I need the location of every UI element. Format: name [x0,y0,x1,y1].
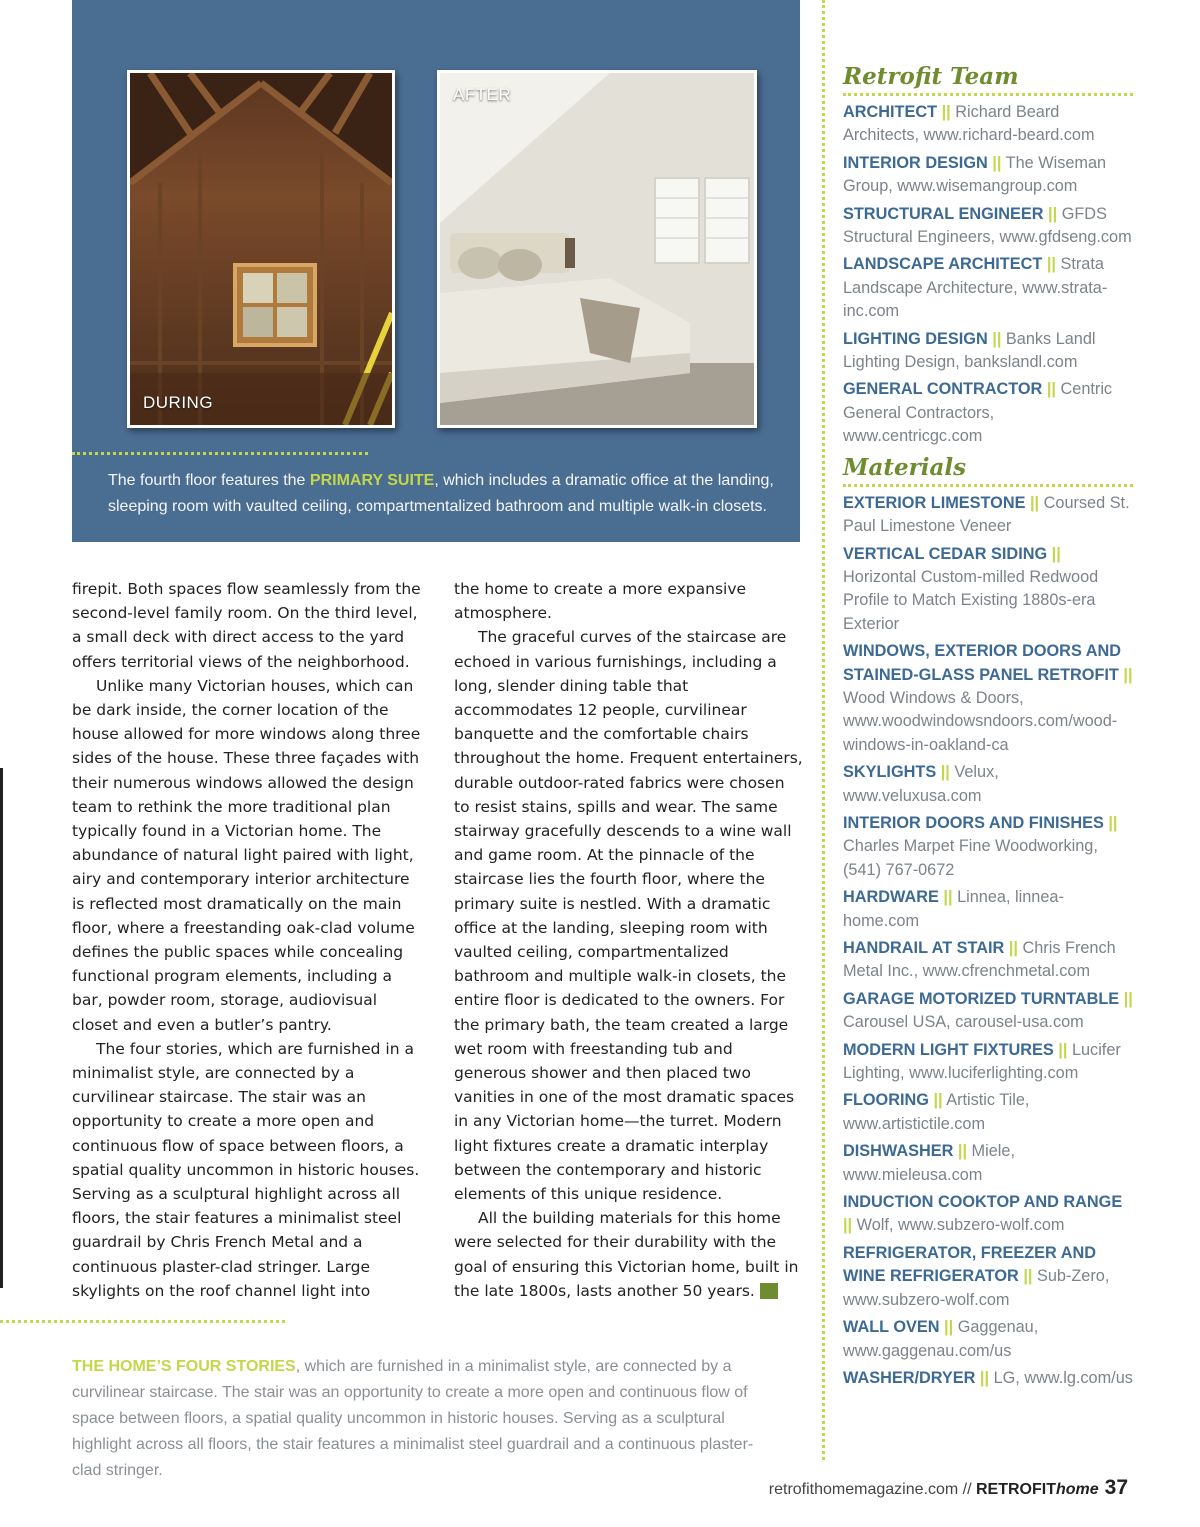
credit-separator: || [957,1142,968,1161]
credit-role: LANDSCAPE ARCHITECT [843,255,1043,274]
credit-entry [843,1191,1133,1238]
credit-role: INTERIOR DOORS AND FINISHES [843,813,1104,832]
credits-sidebar [843,62,1133,1394]
credit-separator: || [933,1091,943,1110]
footer-brand-upper: RETROFIT [975,1481,1056,1498]
credit-entry [843,1039,1133,1086]
credit-detail: Miele, www.mieleusa.com [843,1142,1015,1184]
page-edge-rule [0,768,3,1288]
credit-detail: Lucifer Lighting, www.luciferlighting.com [843,1040,1121,1083]
credit-role: DISHWASHER [843,1142,954,1161]
credit-role: ARCHITECT [843,103,938,121]
credit-entry [843,328,1133,375]
credit-detail: LG, www.lg.com/us [993,1368,1133,1387]
credit-role: VERTICAL CEDAR SIDING [843,544,1048,563]
article-paragraph: The four stories, which are furnished in a minimalist style, are connected by a curvilinear staircase. The stair was an opportunity to create a more open and continuous flow of space between floors, a spatial quality uncommon in historic houses. Serving as a sculptural highlight across all floors, the stair features a minimalist steel guardrail by Chris French Metal and a continuous plaster-clad stringer. Large skylights on the roof channel light into [72,1039,420,1300]
credit-role: MODERN LIGHT FIXTURES [843,1040,1054,1059]
credit-detail: Sub-Zero, www.subzero-wolf.com [843,1267,1110,1309]
footer-brand [976,1481,1099,1498]
footer-site: retrofithomemagazine.com // [768,1481,976,1498]
credit-role: WINDOWS, EXTERIOR DOORS AND STAINED-GLASS PANEL RETROFIT [843,642,1121,684]
credit-entry [843,1367,1133,1390]
credit-separator: || [943,888,953,907]
photo-after [437,70,757,428]
materials-title: Materials [843,453,1133,487]
credit-detail: Strata Landscape Architecture, www.strata-inc.com [843,255,1108,321]
article-column-right [454,577,804,1303]
credit-separator: || [1046,255,1056,274]
article-paragraph: firepit. Both spaces flow seamlessly from the second-level family room. On the third level, a small deck with direct access to the yard offers territorial views of the neighborhood. [72,580,421,671]
team-title: Retrofit Team [843,62,1133,96]
credit-separator: || [1029,493,1040,512]
credit-separator: || [843,1216,853,1235]
photo-label-during: DURING [143,393,214,412]
credit-detail: Coursed St. Paul Limestone Veneer [843,493,1130,536]
feature-caption-highlight: PRIMARY SUITE [309,472,435,489]
footer-brand-lower: home [1055,1481,1099,1498]
credit-entry [843,253,1133,323]
credit-role: GENERAL CONTRACTOR [843,380,1043,399]
feature-panel [72,0,800,542]
photo-label-after: AFTER [453,85,512,104]
credit-detail: Gaggenau, www.gaggenau.com/us [843,1318,1039,1360]
credit-entry [843,543,1133,637]
credit-separator: || [1123,665,1133,684]
credit-role: REFRIGERATOR, FREEZER AND WINE REFRIGERATOR [843,1243,1096,1286]
attic-construction-image [130,73,392,425]
credit-entry [843,886,1133,933]
credit-entry [843,101,1133,148]
credit-entry [843,761,1133,808]
credit-detail: Carousel USA, carousel-usa.com [843,1013,1084,1032]
materials-list [843,492,1133,1391]
credit-separator: || [1048,204,1058,223]
credit-detail: Richard Beard Architects, www.richard-beard.com [843,103,1095,145]
credit-separator: || [1108,813,1118,832]
credit-detail: Linnea, linnea-home.com [843,888,1064,930]
credit-separator: || [1051,544,1061,563]
credit-role: HARDWARE [843,888,939,907]
credit-entry [843,937,1133,984]
credit-entry [843,152,1133,199]
credit-role: SKYLIGHTS [843,763,937,782]
bottom-caption-highlight: THE HOME’S FOUR STORIES [72,1358,296,1375]
credit-role: STRUCTURAL ENGINEER [843,204,1044,223]
credit-entry [843,1242,1133,1312]
bottom-caption-body: , which are furnished in a minimalist style, are connected by a curvilinear staircase. The stair was an opportunity to create a more open and continuous flow of space between floors, a spatial quality uncommon in historic houses. Serving as a sculptural highlight across all floors, the stair features a minimalist steel guardrail and a continuous plaster-clad stringer. [72,1358,754,1479]
dotted-divider [72,452,368,455]
credit-detail: GFDS Structural Engineers, www.gfdseng.com [843,204,1132,247]
credit-role: INDUCTION COOKTOP AND RANGE [843,1193,1123,1212]
credit-separator: || [1058,1040,1068,1059]
credit-entry [843,492,1133,539]
article-paragraph: the home to create a more expansive atmosphere. [454,580,747,623]
sidebar-dotted-rule [822,0,825,1460]
credit-entry [843,378,1133,448]
credit-detail: Charles Marpet Fine Woodworking, (541) 767-0672 [843,837,1098,879]
article-column-left [72,577,422,1303]
credit-entry [843,203,1133,250]
credit-separator: || [992,329,1002,348]
credit-role: WASHER/DRYER [843,1368,976,1387]
credit-role: INTERIOR DESIGN [843,153,988,172]
credit-entry [843,1140,1133,1187]
credit-entry [843,640,1133,757]
credit-separator: || [1008,939,1018,957]
credit-detail: Velux, www.veluxusa.com [843,763,999,805]
credit-detail: Horizontal Custom-milled Redwood Profile to Match Existing 1880s-era Exterior [843,567,1099,633]
credit-separator: || [1123,989,1133,1008]
article-paragraph-last [454,1206,804,1303]
credit-detail: Banks Landl Lighting Design, bankslandl.com [843,329,1096,372]
credit-detail: Wood Windows & Doors, www.woodwindowsndoors.com/wood-windows-in-oakland-ca [843,688,1118,754]
credit-entry [843,1316,1133,1363]
dotted-divider [0,1320,285,1323]
credit-detail: Chris French Metal Inc., www.cfrenchmetal.com [843,939,1116,981]
credit-separator: || [941,103,951,121]
credit-role: WALL OVEN [843,1318,940,1337]
team-list [843,101,1133,449]
credit-entry [843,812,1133,882]
credit-role: EXTERIOR LIMESTONE [843,493,1026,512]
credit-detail: Artistic Tile, www.artistictile.com [843,1091,1030,1133]
credit-role: FLOORING [843,1091,929,1110]
credit-role: HANDRAIL AT STAIR [843,939,1005,957]
credit-detail: Wolf, www.subzero-wolf.com [856,1216,1065,1235]
photo-during [127,70,395,428]
feature-caption-body: , which includes a dramatic office at the landing, sleeping room with vaulted ceiling, compartmentalized bathroom and multiple walk-in closets. [108,472,774,515]
credit-separator: || [940,763,950,782]
credit-separator: || [944,1318,954,1337]
credit-entry [843,1089,1133,1136]
bottom-caption [72,1354,777,1484]
page-footer [769,1476,1128,1500]
credit-entry [843,988,1133,1035]
credit-detail: The Wiseman Group, www.wisemangroup.com [843,153,1107,196]
credit-separator: || [1023,1267,1033,1286]
article-paragraph-text: All the building materials for this home were selected for their durability with the goal of ensuring this Victorian home, built in the late 1800s, lasts another 50 years. [454,1209,799,1300]
article-paragraph: Unlike many Victorian houses, which can be dark inside, the corner location of the house allowed for more windows along three sides of the house. These three façades with their numerous windows allowed the design team to rethink the more traditional plan typically found in a Victorian home. The abundance of natural light paired with light, airy and contemporary interior architecture is reflected most dramatically on the main floor, where a freestanding oak-clad volume defines the public spaces while concealing functional program elements, including a bar, powder room, storage, audiovisual closet and even a butler’s pantry. [72,676,421,1034]
article-paragraph: The graceful curves of the staircase are echoed in various furnishings, including a long, slender dining table that accommodates 12 people, curvilinear banquette and the comfortable chairs throughout the home. Frequent entertainers, durable outdoor-rated fabrics were chosen to resist stains, spills and wear. The same stairway gracefully descends to a wine wall and game room. At the pinnacle of the staircase lies the fourth floor, where the primary suite is nestled. With a dramatic office at the landing, sleeping room with vaulted ceiling, compartmentalized bathroom and multiple walk-in closets, the entire floor is dedicated to the owners. For the primary bath, the team created a large wet room with freestanding tub and generous shower and then placed two vanities in one of the most dramatic spaces in any Victorian home—the turret. Modern light fixtures create a dramatic interplay between the contemporary and historic elements of this unique residence. [454,628,803,1204]
credit-separator: || [979,1368,990,1387]
feature-caption-lead: The fourth floor features the [108,472,310,489]
page-number: 37 [1104,1476,1128,1499]
end-mark-icon: rh [760,1283,778,1299]
credit-detail: Centric General Contractors, www.centricgc.com [843,380,1113,446]
bedroom-image [440,73,754,425]
credit-role: GARAGE MOTORIZED TURNTABLE [843,989,1120,1008]
credit-separator: || [1046,380,1056,399]
credit-separator: || [992,153,1002,172]
credit-role: LIGHTING DESIGN [843,329,988,348]
feature-caption [108,468,788,520]
